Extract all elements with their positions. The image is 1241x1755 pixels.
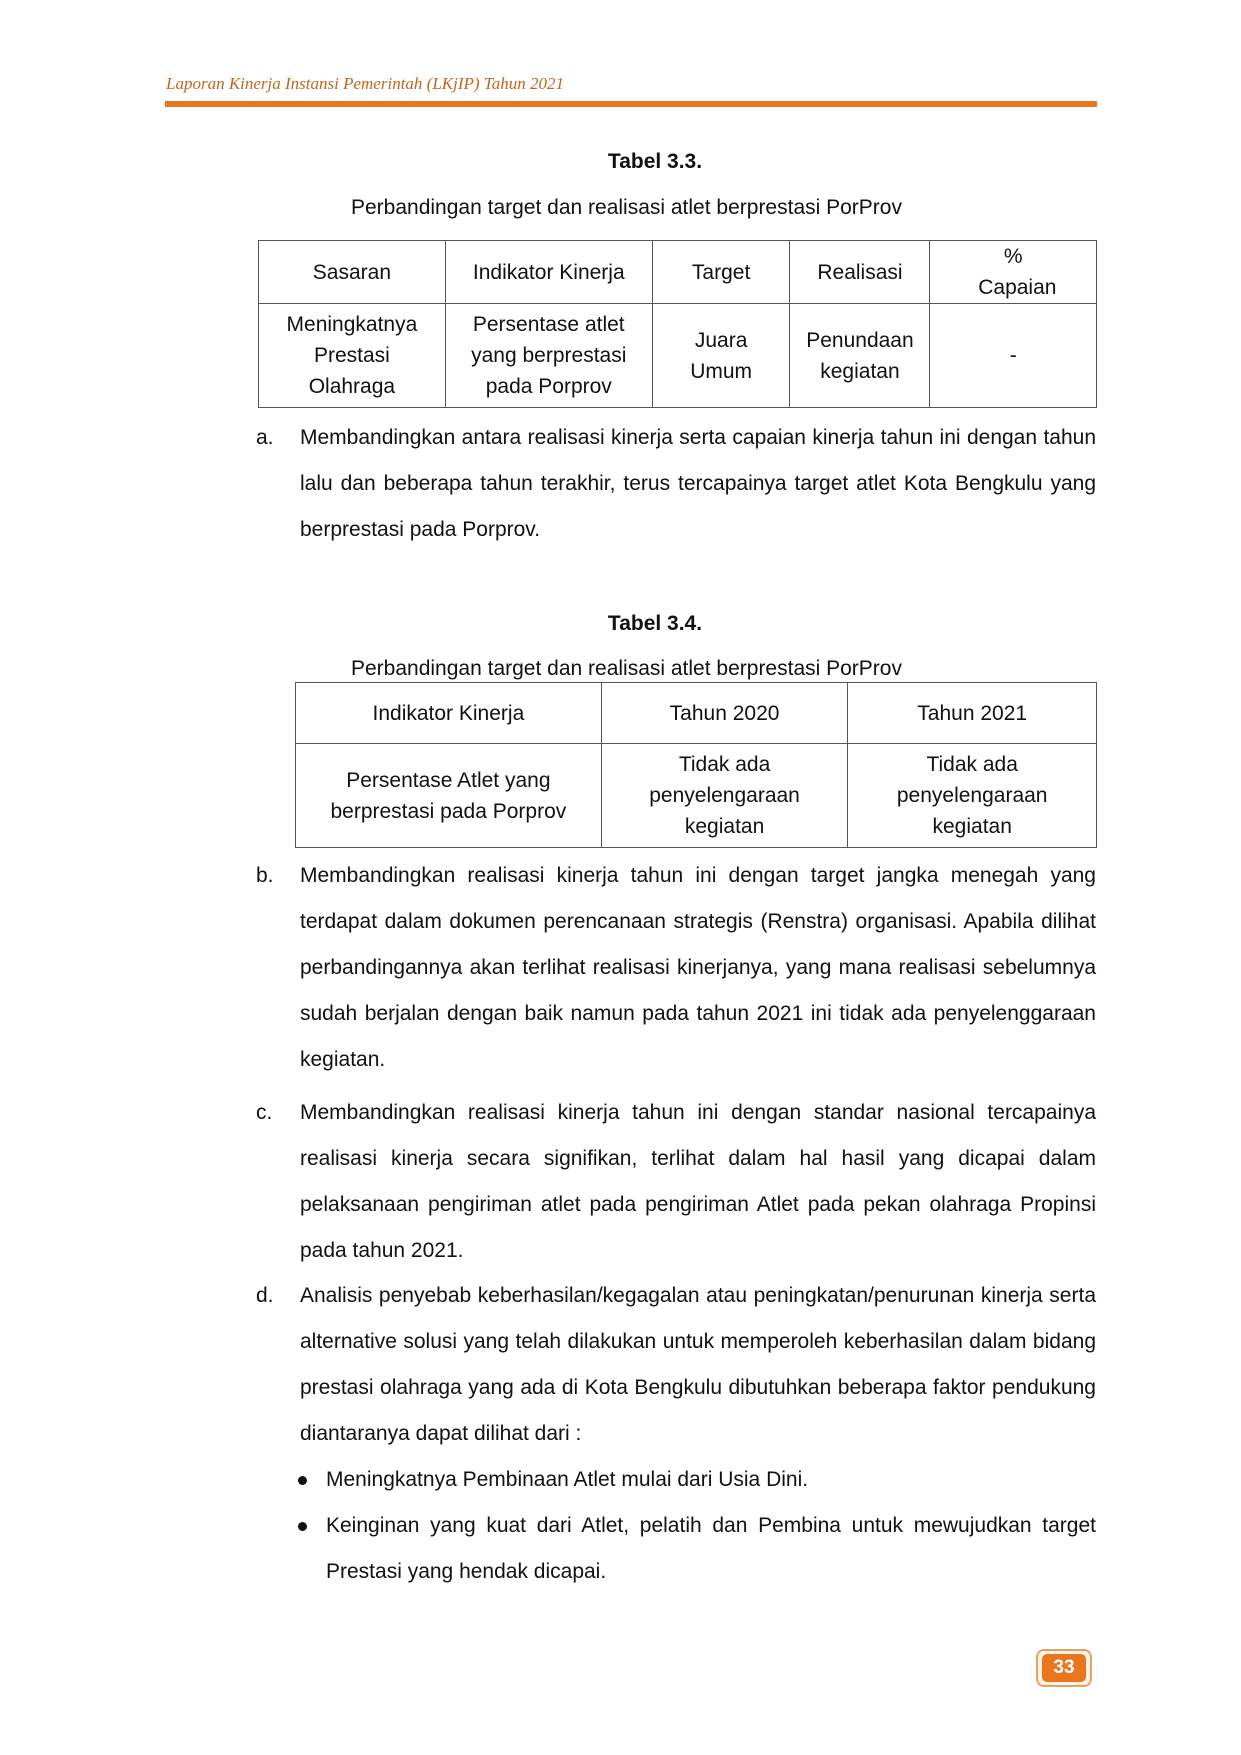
paragraph-a: [256, 415, 1096, 555]
table-3-4-number: Tabel 3.4.: [607, 612, 703, 635]
table-row: [259, 304, 1097, 408]
header-target: Target: [652, 241, 790, 304]
list-item: [298, 1503, 1096, 1595]
table-header-row: [259, 241, 1097, 304]
paragraph-c-marker: c.: [256, 1101, 273, 1124]
header-tahun-2021: Tahun 2021: [848, 683, 1097, 744]
paragraph-b-text: Membandingkan realisasi kinerja tahun ini dengan target jangka menegah yang terdapat dalam dokumen perencanaan strategis (Renstra) organisasi. Apabila dilihat perbandingannya akan terlihat realisasi kinerjanya, yang mana realisasi sebelumnya sudah berjalan dengan baik namun pada tahun 2021 ini tidak ada penyelenggaraan kegiatan.: [300, 864, 1096, 1071]
cell-indikator: Persentase atlet yang berprestasi pada Porprov: [445, 304, 652, 408]
paragraph-a-marker: a.: [256, 426, 274, 449]
list-item-text: Keinginan yang kuat dari Atlet, pelatih dan Pembina untuk mewujudkan target Prestasi yang hendak dicapai.: [326, 1514, 1096, 1583]
paragraph-a-text: Membandingkan antara realisasi kinerja serta capaian kinerja tahun ini dengan tahun lalu dan beberapa tahun terakhir, terus tercapainya target atlet Kota Bengkulu yang berprestasi pada Porprov.: [300, 426, 1096, 541]
paragraph-d-text: Analisis penyebab keberhasilan/kegagalan atau peningkatan/penurunan kinerja serta alternative solusi yang telah dilakukan untuk memperoleh keberhasilan dalam bidang prestasi olahraga yang ada di Kota Bengkulu dibutuhkan beberapa faktor pendukung diantaranya dapat dilihat dari :: [300, 1284, 1096, 1445]
table-3-3: [258, 240, 1097, 408]
header-tahun-2020: Tahun 2020: [601, 683, 848, 744]
report-header-title: Laporan Kinerja Instansi Pemerintah (LKjIP) Tahun 2021: [166, 74, 564, 93]
table-3-4-title: Perbandingan target dan realisasi atlet berprestasi PorProv: [351, 657, 902, 680]
table-header-row: [296, 683, 1097, 744]
paragraph-c: [256, 1090, 1096, 1274]
paragraph-b: [256, 853, 1096, 1083]
cell-realisasi: Penundaan kegiatan: [790, 304, 930, 408]
list-item-text: Meningkatnya Pembinaan Atlet mulai dari Usia Dini.: [326, 1468, 809, 1491]
page-number: 33: [1042, 1654, 1086, 1682]
cell-tahun-2020: Tidak ada penyelengaraan kegiatan: [601, 744, 848, 848]
header-indikator-kinerja: Indikator Kinerja: [296, 683, 602, 744]
header-divider: [165, 101, 1097, 107]
cell-tahun-2021: Tidak ada penyelengaraan kegiatan: [848, 744, 1097, 848]
paragraph-d-marker: d.: [256, 1284, 274, 1307]
page-number-badge: [1036, 1649, 1092, 1687]
paragraph-d: [256, 1273, 1096, 1457]
table-3-3-title: Perbandingan target dan realisasi atlet berprestasi PorProv: [351, 196, 902, 219]
list-item: [298, 1457, 1096, 1503]
cell-sasaran: Meningkatnya Prestasi Olahraga: [259, 304, 446, 408]
header-realisasi: Realisasi: [790, 241, 930, 304]
header-capaian: % Capaian: [930, 241, 1097, 304]
bullet-icon: [298, 1476, 307, 1485]
table-row: [296, 744, 1097, 848]
cell-capaian: -: [930, 304, 1097, 408]
cell-target: Juara Umum: [652, 304, 790, 408]
paragraph-c-text: Membandingkan realisasi kinerja tahun ini dengan standar nasional tercapainya realisasi kinerja secara signifikan, terlihat dalam hal hasil yang dicapai dalam pelaksanaan pengiriman atlet pada pengiriman Atlet pada pekan olahraga Propinsi pada tahun 2021.: [300, 1101, 1096, 1262]
header-sasaran: Sasaran: [259, 241, 446, 304]
table-3-3-number: Tabel 3.3.: [607, 150, 703, 173]
paragraph-b-marker: b.: [256, 864, 274, 887]
table-3-4: [295, 682, 1097, 848]
cell-indikator: Persentase Atlet yang berprestasi pada Porprov: [296, 744, 602, 848]
bullet-icon: [298, 1522, 307, 1531]
header-indikator-kinerja: Indikator Kinerja: [445, 241, 652, 304]
